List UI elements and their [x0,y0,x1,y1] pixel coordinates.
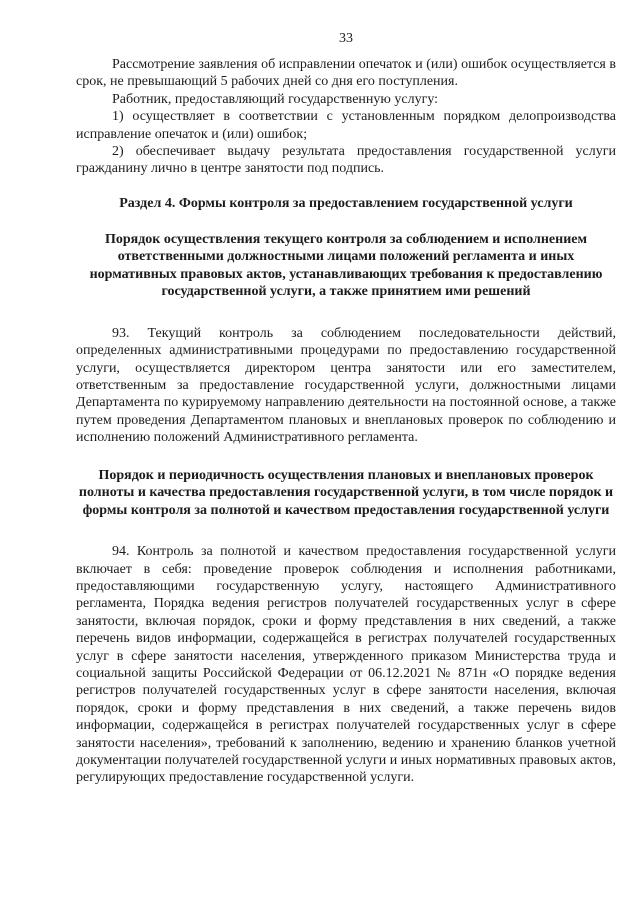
subheading-current-control: Порядок осуществления текущего контроля за соблюдением и исполнением ответственными должностными лицами положений регламента и иных нормативных правовых актов, устанавливающих требования к предоставлению государственной услуги, а также принятием ими решений [89,231,603,300]
section-4-title: Раздел 4. Формы контроля за предоставлением государственной услуги [119,195,573,211]
intro-paragraph-3: 1) осуществляет в соответствии с установленным порядком делопроизводства исправление опечаток и (или) ошибок; [76,109,616,142]
intro-paragraph-4: 2) обеспечивает выдачу результата предоставления государственной услуги гражданину лично в центре занятости под подпись. [76,144,616,177]
intro-paragraph-1: Рассмотрение заявления об исправлении опечаток и (или) ошибок осуществляется в срок, не превышающий 5 рабочих дней со дня его поступления. [76,57,616,90]
paragraph-94: 94. Контроль за полнотой и качеством предоставления государственной услуги включает в себя: проведение проверок соблюдения и исполнения работниками, предоставляющими государственную услугу, настоящего Административного регламента, Порядка ведения регистров получателей государственных услуг в сфере занятости, включая порядок, сроки и форму представления в них сведений, а также перечень видов информации, содержащейся в регистрах получателей государственных услуг в сфере занятости населения, утвержденного приказом Министерства труда и социальной защиты Российской Федерации от 06.12.2021 № 871н «О порядке ведения регистров получателей государственных услуг в сфере занятости населения, включая порядок, сроки и форму представления в них сведений, а также перечень видов информации, содержащейся в регистрах получателей государственных услуг в сфере занятости населения», требований к заполнению, ведению и хранению бланков учетной документации получателей государственной услуги и иных нормативных правовых актов, регулирующих предоставление государственной услуги. [76,544,616,786]
page-number: 33 [339,31,353,46]
intro-paragraph-2: Работник, предоставляющий государственную услугу: [112,91,439,107]
paragraph-93: 93. Текущий контроль за соблюдением последовательности действий, определенных административными процедурами по предоставлению государственной услуги, осуществляется директором центра занятости или его заместителем, ответственным за предоставление государственной услуги, должностными лицами Департамента по курируемому направлению деятельности на постоянной основе, а также путем проведения Департаментом плановых и внеплановых проверок по соблюдению и исполнению положений Административного регламента. [76,325,616,446]
subheading-inspections: Порядок и периодичность осуществления плановых и внеплановых проверок полноты и качества предоставления государственной услуги, в том числе порядок и формы контроля за полнотой и качеством предоставления государственной услуги [78,467,614,518]
